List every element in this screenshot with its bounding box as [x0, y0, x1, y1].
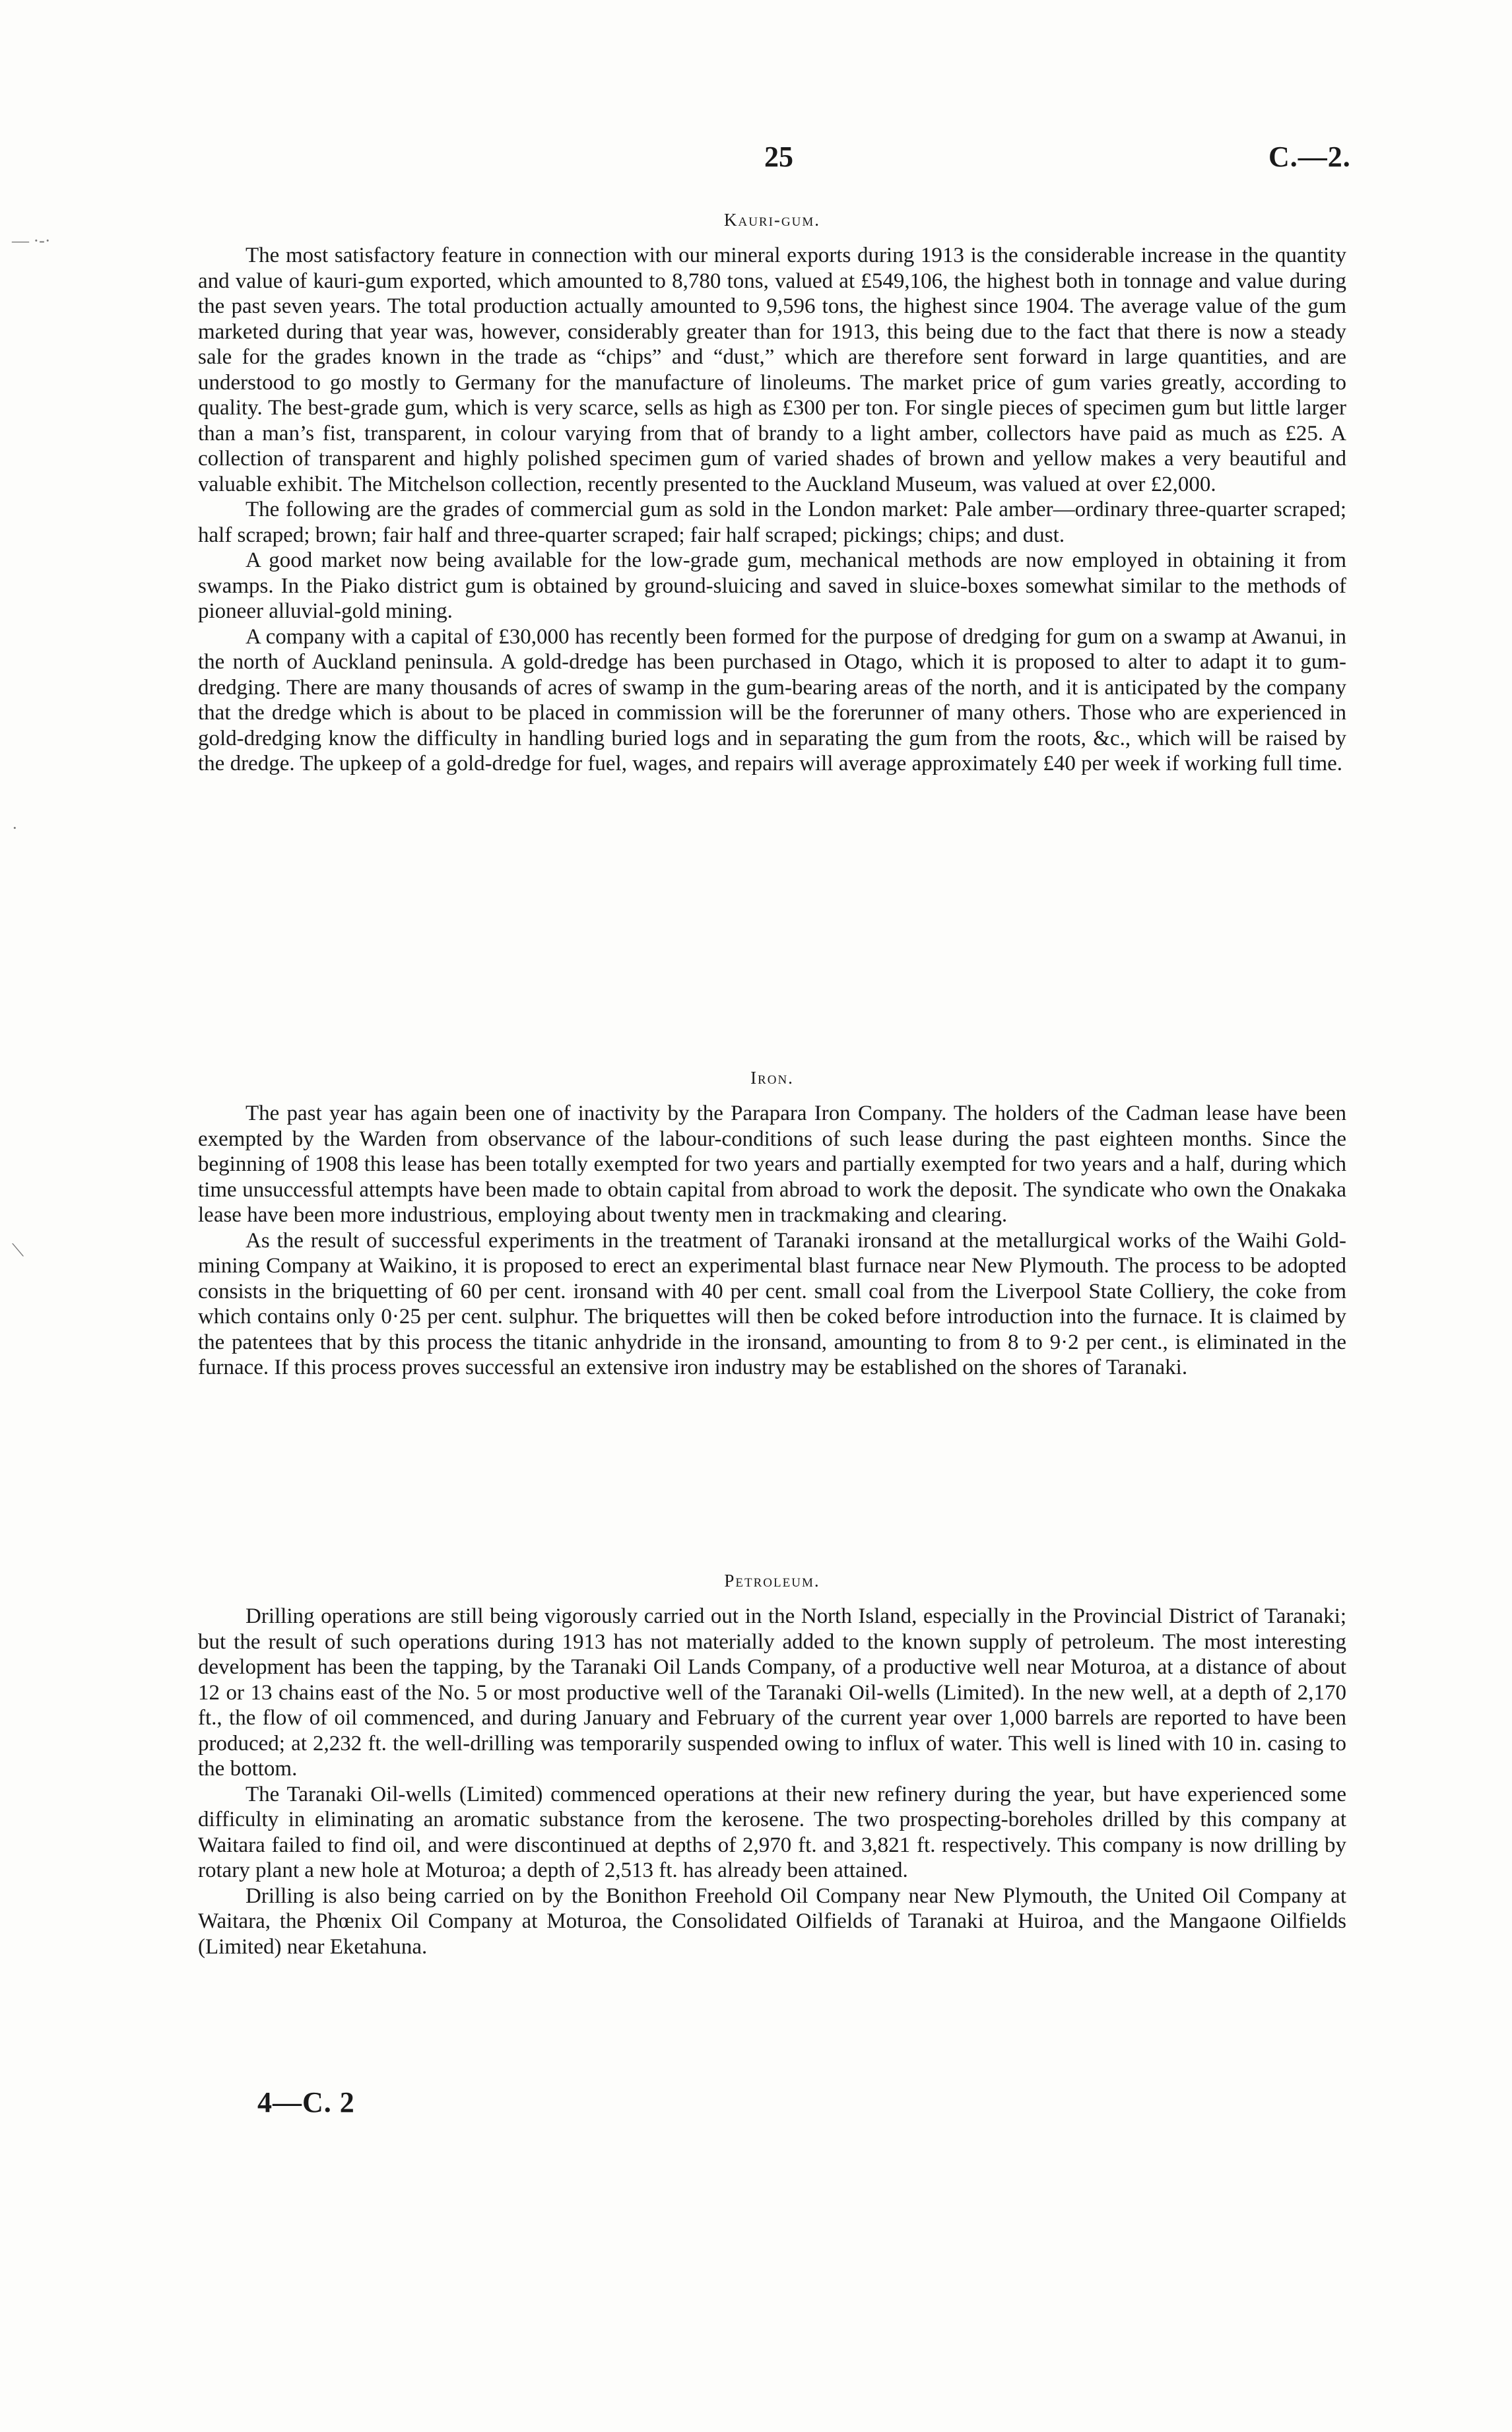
paragraph: Drilling is also being carried on by the Bonithon Freehold Oil Company near New Plymouth, the United Oil Company at Waitara, the Phœnix Oil Company at Moturoa, the Consolidated Oilfields of Taranaki at Huiroa, and the Mangaone Oilfields (Limited) near Eketahuna. [198, 1884, 1346, 1959]
section-heading-iron: Iron. [750, 1068, 794, 1088]
paragraph: A good market now being available for the low-grade gum, mechanical methods are now employed in obtaining it from swamps. In the Piako district gum is obtained by ground-sluicing and saved in sluice-boxes somewhat similar to the methods of pioneer alluvial-gold mining. [198, 548, 1346, 623]
paragraph: The following are the grades of commercial gum as sold in the London market: Pale amber—ordinary three-quarter scraped; half scraped; brown; fair half and three-quarter scraped; fair half scraped; pickings; chips; and dust. [198, 498, 1346, 547]
paragraph: The past year has again been one of inactivity by the Parapara Iron Company. The holders of the Cadman lease have been exempted by the Warden from observance of the labour-conditions of such lease during the past eighteen months. Since the beginning of 1908 this lease has been totally exempted for two years and partially exempted for two years and a half, during which time unsuccessful attempts have been made to obtain capital from abroad to work the deposit. The syndicate who own the Onakaka lease have been more industrious, employing about twenty men in trackmaking and clearing. [198, 1101, 1346, 1227]
paragraph: The Taranaki Oil-wells (Limited) commenced operations at their new refinery during the year, but have experienced some difficulty in eliminating an aromatic substance from the kerosene. The two prospecting-boreholes drilled by this company at Waitara failed to find oil, and were discontinued at depths of 2,970 ft. and 3,821 ft. respectively. This company is now drilling by rotary plant a new hole at Moturoa; a depth of 2,513 ft. has already been attained. [198, 1782, 1346, 1882]
paragraph: Drilling operations are still being vigorously carried out in the North Island, especially in the Provincial District of Taranaki; but the result of such operations during 1913 has not materially added to the known supply of petroleum. The most interesting development has been the tapping, by the Taranaki Oil Lands Company, of a productive well near Moturoa, at a distance of about 12 or 13 chains east of the No. 5 or most productive well of the Taranaki Oil-wells (Limited). In the new well, at a depth of 2,170 ft., the flow of oil commenced, and during January and February of the current year over 1,000 barrels are reported to have been produced; at 2,232 ft. the well-drilling was temporarily suspended owing to influx of water. This well is lined with 10 in. casing to the bottom. [198, 1604, 1346, 1781]
footer-signature: 4—C. 2 [257, 2086, 355, 2119]
section-body-kauri-gum [198, 243, 1346, 777]
margin-mark: — ·-· [12, 231, 51, 250]
margin-mark: ⟍ [12, 1241, 24, 1260]
section-heading-kauri-gum: Kauri-gum. [723, 210, 821, 230]
paragraph: As the result of successful experiments in the treatment of Taranaki ironsand at the metallurgical works of the Waihi Gold-mining Company at Waikino, it is proposed to erect an experimental blast furnace near New Plymouth. The process to be adopted consists in the briquetting of 60 per cent. ironsand with 40 per cent. small coal from the Liverpool State Colliery, the coke from which contains only 0·25 per cent. sulphur. The briquettes will then be coked before introduction into the furnace. It is claimed by the patentees that by this process the titanic anhydride in the ironsand, amounting to from 8 to 9·2 per cent., is eliminated in the furnace. If this process proves successful an extensive iron industry may be established on the shores of Taranaki. [198, 1228, 1346, 1379]
section-body-petroleum [198, 1604, 1346, 1959]
page-number: 25 [764, 141, 793, 173]
section-body-iron [198, 1101, 1346, 1381]
margin-mark: · [12, 818, 18, 838]
paragraph: A company with a capital of £30,000 has recently been formed for the purpose of dredging for gum on a swamp at Awanui, in the north of Auckland peninsula. A gold-dredge has been purchased in Otago, which it is proposed to alter to adapt it to gum-dredging. There are many thousands of acres of swamp in the gum-bearing areas of the north, and it is anticipated by the company that the dredge which is about to be placed in commission will be the forerunner of many others. Those who are experienced in gold-dredging know the difficulty in handling buried logs and in separating the gum from the roots, &c., which will be raised by the dredge. The upkeep of a gold-dredge for fuel, wages, and repairs will average approximately £40 per week if working full time. [198, 624, 1346, 775]
document-reference: C.—2. [1268, 141, 1351, 173]
section-heading-petroleum: Petroleum. [724, 1571, 820, 1591]
paragraph: The most satisfactory feature in connection with our mineral exports during 1913 is the considerable increase in the quantity and value of kauri-gum exported, which amounted to 8,780 tons, valued at £549,106, the highest both in tonnage and value during the past seven years. The total production actually amounted to 9,596 tons, the highest since 1904. The average value of the gum marketed during that year was, however, considerably greater than for 1913, this being due to the fact that there is now a steady sale for the grades known in the trade as “chips” and “dust,” which are therefore sent forward in large quantities, and are understood to go mostly to Germany for the manufacture of linoleums. The market price of gum varies greatly, according to quality. The best-grade gum, which is very scarce, sells as high as £300 per ton. For single pieces of specimen gum but little larger than a man’s fist, transparent, in colour varying from that of brandy to a light amber, collectors have paid as much as £25. A collection of transparent and highly polished specimen gum of varied shades of brown and yellow makes a very beautiful and valuable exhibit. The Mitchelson collection, recently presented to the Auckland Museum, was valued at over £2,000. [198, 244, 1346, 496]
